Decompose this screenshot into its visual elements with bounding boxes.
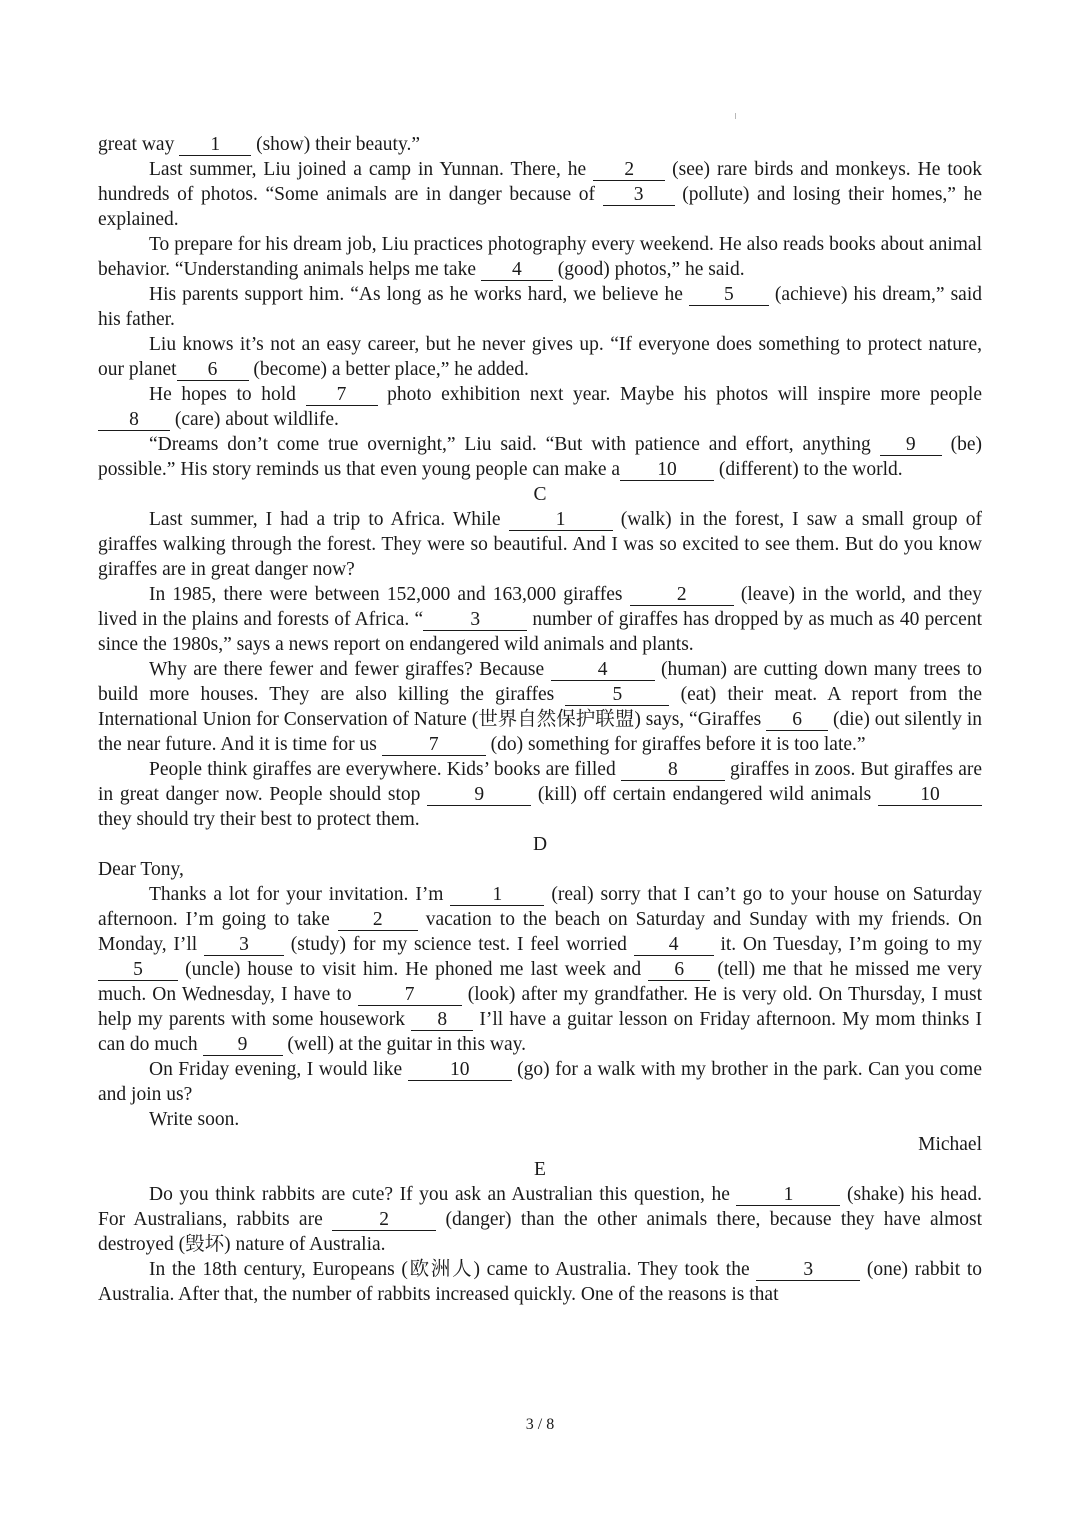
- answer-blank[interactable]: 10: [620, 459, 714, 481]
- answer-blank[interactable]: 5: [98, 959, 178, 981]
- page-content: [98, 132, 982, 1307]
- answer-blank[interactable]: 3: [423, 609, 527, 631]
- answer-blank[interactable]: 8: [98, 409, 170, 431]
- answer-blank[interactable]: 6: [648, 959, 710, 981]
- paragraph: In 1985, there were between 152,000 and 163,000 giraffes 2 (leave) in the world, and they lived in the plains and forests of Africa. “ 3 number of giraffes has dropped by as much as 40 percent since the 1980s,” says a news report on endangered wild animals and plants.: [98, 584, 982, 655]
- answer-blank[interactable]: 3: [603, 184, 675, 206]
- letter-greeting: Dear Tony,: [98, 859, 184, 880]
- paragraph: Liu knows it’s not an easy career, but he never gives up. “If everyone does something to protect nature, our planet 6 (become) a better place,” he added.: [98, 334, 982, 380]
- paragraph: Last summer, I had a trip to Africa. While 1 (walk) in the forest, I saw a small group of giraffes walking through the forest. They were so beautiful. And I was so excited to see them. But do you know giraffes are in great danger now?: [98, 509, 982, 580]
- answer-blank[interactable]: 8: [621, 759, 725, 781]
- answer-blank[interactable]: 3: [756, 1259, 860, 1281]
- scan-mark: [735, 113, 736, 119]
- section-heading-d: D: [532, 834, 548, 855]
- section-heading-c: C: [533, 484, 547, 505]
- paragraph: Thanks a lot for your invitation. I’m 1 (real) sorry that I can’t go to your house on Saturday afternoon. I’m going to take 2 vacation to the beach on Saturday and Sunday with my friends. On Monday, I’ll 3 (study) for my science test. I feel worried 4 it. On Tuesday, I’m going to my 5 (uncle) house to visit him. He phoned me last week and 6 (tell) me that he missed me very much. On Wednesday, I have to 7 (look) after my grandfather. He is very old. On Thursday, I must help my parents with some housework 8 I’ll have a guitar lesson on Friday afternoon. My mom thinks I can do much 9 (well) at the guitar in this way.: [98, 884, 983, 1055]
- paragraph: Why are there fewer and fewer giraffes? Because 4 (human) are cutting down many trees to build more houses. They are also killing the giraffes 5 (eat) their meat. A report from the International Union for Conservation of Nature (世界自然保护联盟) says, “Giraffes 6 (die) out silently in the near future. And it is time for us 7 (do) something for giraffes before it is too late.”: [98, 659, 982, 755]
- answer-blank[interactable]: 3: [204, 934, 284, 956]
- section-heading-e: E: [534, 1159, 546, 1180]
- answer-blank[interactable]: 6: [766, 709, 828, 731]
- answer-blank[interactable]: 8: [411, 1009, 473, 1031]
- answer-blank[interactable]: 2: [332, 1209, 436, 1231]
- page-number: 3 / 8: [525, 1416, 555, 1433]
- answer-blank[interactable]: 1: [450, 884, 544, 906]
- answer-blank[interactable]: 5: [689, 284, 769, 306]
- answer-blank[interactable]: 7: [358, 984, 462, 1006]
- answer-blank[interactable]: 1: [179, 134, 251, 156]
- letter-signature: Michael: [918, 1134, 982, 1155]
- answer-blank[interactable]: 7: [306, 384, 378, 406]
- paragraph: In the 18th century, Europeans (欧洲人) came to Australia. They took the 3 (one) rabbit to Australia. After that, the number of rabbits increased quickly. One of the reasons is that: [98, 1259, 983, 1305]
- answer-blank[interactable]: 9: [427, 784, 531, 806]
- paragraph: On Friday evening, I would like 10 (go) for a walk with my brother in the park. Can you come and join us?: [98, 1059, 982, 1105]
- paragraph: His parents support him. “As long as he works hard, we believe he 5 (achieve) his dream,” said his father.: [98, 284, 982, 330]
- paragraph: great way 1 (show) their beauty.”: [98, 134, 420, 155]
- paragraph: To prepare for his dream job, Liu practices photography every weekend. He also reads books about animal behavior. “Understanding animals helps me take 4 (good) photos,” he said.: [98, 234, 982, 280]
- answer-blank[interactable]: 4: [634, 934, 714, 956]
- paragraph: People think giraffes are everywhere. Kids’ books are filled 8 giraffes in zoos. But giraffes are in great danger now. People should stop 9 (kill) off certain endangered wild animals 10 they should try their best to protect them.: [98, 759, 983, 830]
- paragraph: Do you think rabbits are cute? If you ask an Australian this question, he 1 (shake) his head. For Australians, rabbits are 2 (danger) than the other animals there, because they have almost destroyed (毁坏) nature of Australia.: [98, 1184, 983, 1255]
- answer-blank[interactable]: 1: [736, 1184, 840, 1206]
- answer-blank[interactable]: 6: [177, 359, 249, 381]
- answer-blank[interactable]: 4: [551, 659, 655, 681]
- letter-closing: Write soon.: [149, 1109, 240, 1130]
- answer-blank[interactable]: 2: [630, 584, 734, 606]
- answer-blank[interactable]: 7: [382, 734, 486, 756]
- paragraph: He hopes to hold 7 photo exhibition next year. Maybe his photos will inspire more people 8 (care) about wildlife.: [98, 382, 982, 432]
- answer-blank[interactable]: 1: [509, 509, 613, 531]
- answer-blank[interactable]: 4: [481, 259, 553, 281]
- answer-blank[interactable]: 9: [880, 434, 942, 456]
- paragraph: “Dreams don’t come true overnight,” Liu said. “But with patience and effort, anything 9 (be) possible.” His story reminds us that even young people can make a 10 (different) to the world.: [98, 434, 982, 480]
- answer-blank[interactable]: 2: [593, 159, 665, 181]
- answer-blank[interactable]: 10: [408, 1059, 512, 1081]
- answer-blank[interactable]: 5: [565, 684, 669, 706]
- answer-blank[interactable]: 9: [203, 1034, 283, 1056]
- answer-blank[interactable]: 10: [878, 784, 982, 806]
- answer-blank[interactable]: 2: [338, 909, 418, 931]
- paragraph: Last summer, Liu joined a camp in Yunnan. There, he 2 (see) rare birds and monkeys. He took hundreds of photos. “Some animals are in danger because of 3 (pollute) and losing their homes,” he explained.: [98, 159, 983, 230]
